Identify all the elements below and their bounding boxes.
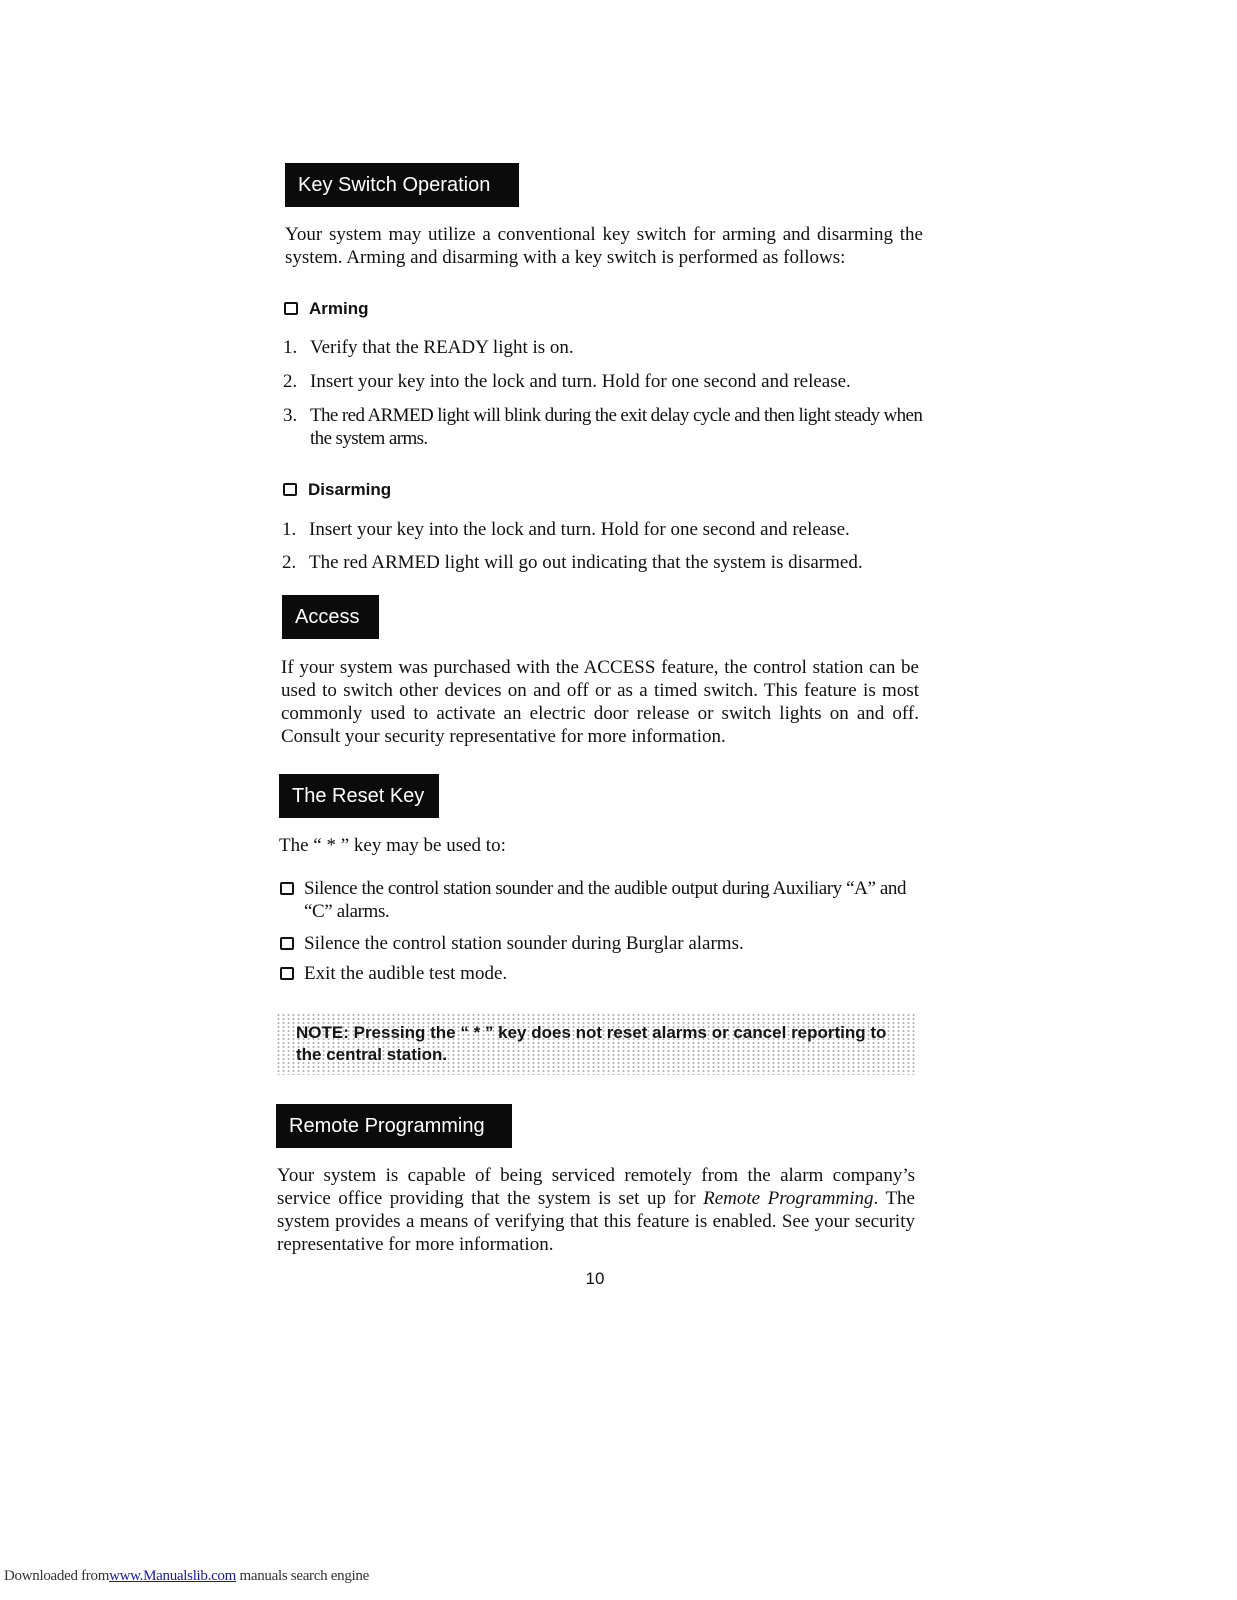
footer-suffix: manuals search engine [236, 1568, 369, 1584]
step-text: Verify that the READY light is on. [310, 337, 574, 358]
checkbox-icon [284, 302, 298, 315]
reset-key-intro: The “ * ” key may be used to: [279, 835, 506, 856]
reset-bullet-3 [278, 962, 923, 985]
arming-step-2 [283, 370, 923, 393]
page-number: 10 [585, 1269, 605, 1288]
remote-body-end: . The system provides a means of verifying that this feature is enabled. See your security representative for more information. [277, 1188, 915, 1255]
step-text: The red ARMED light will go out indicating that the system is disarmed. [309, 552, 863, 573]
note-box [276, 1013, 916, 1075]
step-number: 2. [282, 552, 297, 573]
footer [4, 1568, 369, 1585]
disarming-subheading [283, 479, 391, 501]
arming-title: Arming [309, 299, 369, 318]
checkbox-icon [283, 483, 297, 496]
checkbox-icon [280, 967, 294, 980]
step-number: 1. [283, 337, 298, 358]
footer-prefix: Downloaded from [4, 1568, 110, 1584]
step-text: Insert your key into the lock and turn. Hold for one second and release. [310, 371, 851, 392]
checkbox-icon [280, 882, 294, 895]
access-heading: Access [282, 595, 379, 639]
step-text: Insert your key into the lock and turn. Hold for one second and release. [309, 519, 850, 540]
note-text: NOTE: Pressing the “ * ” key does not reset alarms or cancel reporting to the central station. [296, 1023, 887, 1064]
key-switch-heading: Key Switch Operation [285, 163, 519, 207]
checkbox-icon [280, 937, 294, 950]
reset-bullet-1 [278, 877, 920, 923]
arming-step-1 [283, 336, 923, 359]
disarming-title: Disarming [308, 480, 392, 499]
bullet-text: Silence the control station sounder and the audible output during Auxiliary “A” and “C” alarms. [304, 878, 907, 922]
remote-programming-body [277, 1164, 915, 1256]
access-body: If your system was purchased with the ACCESS feature, the control station can be used to switch other devices on and off or as a timed switch. This feature is most commonly used to activate an electric door release or switch lights on and off. Consult your security representative for more information. [281, 657, 919, 747]
arming-step-3 [283, 404, 923, 450]
reset-key-heading: The Reset Key [279, 774, 439, 818]
remote-body-emphasis: Remote Programming [703, 1188, 874, 1209]
key-switch-intro: Your system may utilize a conventional key switch for arming and disarming the system. Arming and disarming with a key switch is performed as follows: [285, 224, 923, 268]
remote-body-start: Your system is capable of being serviced remotely from the alarm company’s service office providing that the system is set up for [277, 1165, 915, 1209]
manualslib-link[interactable]: www.Manualslib.com [109, 1568, 237, 1584]
disarming-step-1 [282, 518, 922, 541]
step-text: The red ARMED light will blink during the exit delay cycle and then light steady when the system arms. [310, 405, 923, 449]
remote-programming-heading: Remote Programming [276, 1104, 512, 1148]
arming-subheading [284, 298, 369, 320]
bullet-text: Silence the control station sounder during Burglar alarms. [304, 933, 744, 954]
step-number: 3. [283, 405, 298, 426]
disarming-step-2 [282, 551, 922, 574]
bullet-text: Exit the audible test mode. [304, 963, 508, 984]
step-number: 2. [283, 371, 298, 392]
reset-bullet-2 [278, 932, 923, 955]
step-number: 1. [282, 519, 297, 540]
